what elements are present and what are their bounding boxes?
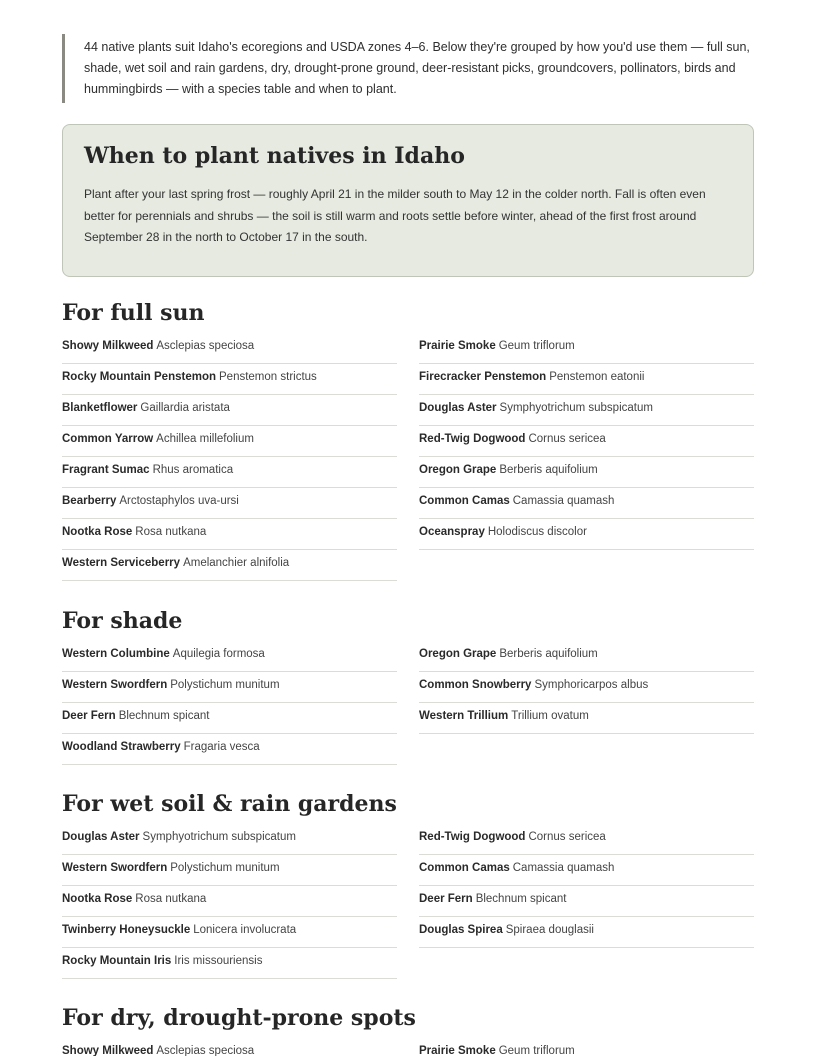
common-name: Rocky Mountain Iris — [62, 955, 172, 967]
common-name: Fragrant Sumac — [62, 464, 150, 476]
plant-item — [62, 886, 397, 917]
section-dry — [62, 1000, 754, 1056]
scientific-name: Berberis aquifolium — [499, 648, 598, 660]
plant-columns — [62, 333, 754, 581]
scientific-name: Achillea millefolium — [156, 433, 254, 445]
plant-columns — [62, 641, 754, 765]
common-name: Prairie Smoke — [419, 340, 496, 352]
plant-item — [419, 488, 754, 519]
plant-item — [62, 1038, 397, 1056]
scientific-name: Symphyotrichum subspicatum — [142, 831, 296, 843]
common-name: Western Serviceberry — [62, 557, 181, 569]
common-name: Twinberry Honeysuckle — [62, 924, 191, 936]
scientific-name: Cornus sericea — [528, 831, 606, 843]
plant-item — [419, 886, 754, 917]
plant-item — [62, 550, 397, 581]
scientific-name: Geum triflorum — [498, 340, 575, 352]
common-name: Red-Twig Dogwood — [419, 433, 526, 445]
common-name: Douglas Aster — [62, 831, 140, 843]
plant-item — [419, 641, 754, 672]
section-full-sun — [62, 295, 754, 581]
section-title: For shade — [62, 608, 183, 634]
plant-list-right — [419, 333, 754, 581]
common-name: Nootka Rose — [62, 526, 133, 538]
plant-list-right — [419, 824, 754, 979]
scientific-name: Penstemon eatonii — [549, 371, 645, 383]
plant-item — [419, 917, 754, 948]
section-title: For wet soil & rain gardens — [62, 791, 397, 817]
scientific-name: Amelanchier alnifolia — [183, 557, 290, 569]
scientific-name: Spiraea douglasii — [505, 924, 594, 936]
common-name: Showy Milkweed — [62, 1045, 154, 1056]
common-name: Nootka Rose — [62, 893, 133, 905]
plant-item — [62, 824, 397, 855]
common-name: Prairie Smoke — [419, 1045, 496, 1056]
scientific-name: Lonicera involucrata — [193, 924, 297, 936]
plant-list-right — [419, 1038, 754, 1056]
common-name: Oregon Grape — [419, 648, 497, 660]
scientific-name: Holodiscus discolor — [487, 526, 587, 538]
common-name: Showy Milkweed — [62, 340, 154, 352]
scientific-name: Camassia quamash — [512, 495, 615, 507]
plant-item — [62, 948, 397, 979]
plant-item — [62, 333, 397, 364]
scientific-name: Trillium ovatum — [511, 710, 589, 722]
plant-item — [62, 917, 397, 948]
scientific-name: Polystichum munitum — [170, 862, 280, 874]
common-name: Deer Fern — [419, 893, 473, 905]
plant-item — [419, 426, 754, 457]
common-name: Blanketflower — [62, 402, 138, 414]
scientific-name: Asclepias speciosa — [156, 340, 255, 352]
scientific-name: Gaillardia aristata — [140, 402, 230, 414]
plant-item — [62, 395, 397, 426]
common-name: Douglas Spirea — [419, 924, 503, 936]
plant-item — [62, 519, 397, 550]
common-name: Rocky Mountain Penstemon — [62, 371, 216, 383]
section-title: For full sun — [62, 300, 205, 326]
plant-item — [419, 333, 754, 364]
common-name: Common Snowberry — [419, 679, 532, 691]
plant-list-left — [62, 824, 397, 979]
plant-item — [419, 519, 754, 550]
scientific-name: Blechnum spicant — [475, 893, 567, 905]
common-name: Western Trillium — [419, 710, 509, 722]
plant-item — [419, 364, 754, 395]
common-name: Common Camas — [419, 862, 510, 874]
scientific-name: Rosa nutkana — [135, 526, 207, 538]
plant-item — [62, 734, 397, 765]
plant-list-left — [62, 1038, 397, 1056]
common-name: Red-Twig Dogwood — [419, 831, 526, 843]
scientific-name: Asclepias speciosa — [156, 1045, 255, 1056]
plant-item — [62, 364, 397, 395]
plant-list-right — [419, 641, 754, 765]
plant-item — [62, 488, 397, 519]
plant-item — [62, 855, 397, 886]
plant-item — [419, 824, 754, 855]
plant-item — [419, 703, 754, 734]
callout-title: When to plant natives in Idaho — [84, 143, 465, 169]
plant-item — [419, 672, 754, 703]
plant-list-left — [62, 333, 397, 581]
plant-item — [62, 426, 397, 457]
scientific-name: Blechnum spicant — [118, 710, 210, 722]
common-name: Oregon Grape — [419, 464, 497, 476]
scientific-name: Rhus aromatica — [152, 464, 234, 476]
common-name: Western Swordfern — [62, 679, 168, 691]
plant-columns — [62, 824, 754, 979]
scientific-name: Polystichum munitum — [170, 679, 280, 691]
plant-list-left — [62, 641, 397, 765]
plant-item — [419, 457, 754, 488]
common-name: Bearberry — [62, 495, 117, 507]
plant-item — [62, 672, 397, 703]
plant-item — [62, 703, 397, 734]
intro-text: 44 native plants suit Idaho's ecoregions and USDA zones 4–6. Below they're grouped by how you'd use them — full sun, shade, wet soil and rain gardens, dry, drought-prone ground, deer-resistant picks, groundcovers, pollinators, birds and hummingbirds — with a species table and when to plant. — [84, 40, 750, 96]
scientific-name: Symphyotrichum subspicatum — [499, 402, 653, 414]
intro-blockquote — [62, 34, 752, 103]
common-name: Common Yarrow — [62, 433, 154, 445]
plant-item — [419, 1038, 754, 1056]
section-title: For dry, drought-prone spots — [62, 1005, 416, 1031]
scientific-name: Fragaria vesca — [183, 741, 260, 753]
common-name: Common Camas — [419, 495, 510, 507]
scientific-name: Symphoricarpos albus — [534, 679, 649, 691]
plant-columns — [62, 1038, 754, 1056]
scientific-name: Iris missouriensis — [174, 955, 263, 967]
common-name: Oceanspray — [419, 526, 485, 538]
section-wet-soil — [62, 786, 754, 979]
plant-item — [419, 855, 754, 886]
callout-body: Plant after your last spring frost — roughly April 21 in the milder south to May 12 in the colder north. Fall is often even better for perennials and shrubs — the soil is still warm and roots settle before winter, ahead of the first frost around September 28 in the north to October 17 in the south. — [84, 187, 706, 244]
common-name: Western Columbine — [62, 648, 170, 660]
scientific-name: Cornus sericea — [528, 433, 606, 445]
scientific-name: Aquilegia formosa — [172, 648, 265, 660]
common-name: Firecracker Penstemon — [419, 371, 547, 383]
scientific-name: Geum triflorum — [498, 1045, 575, 1056]
scientific-name: Camassia quamash — [512, 862, 615, 874]
section-shade — [62, 603, 754, 765]
common-name: Deer Fern — [62, 710, 116, 722]
scientific-name: Penstemon strictus — [219, 371, 317, 383]
scientific-name: Arctostaphylos uva-ursi — [119, 495, 239, 507]
common-name: Douglas Aster — [419, 402, 497, 414]
plant-item — [62, 641, 397, 672]
common-name: Western Swordfern — [62, 862, 168, 874]
planting-time-callout — [62, 124, 754, 277]
scientific-name: Rosa nutkana — [135, 893, 207, 905]
scientific-name: Berberis aquifolium — [499, 464, 598, 476]
plant-item — [62, 457, 397, 488]
common-name: Woodland Strawberry — [62, 741, 181, 753]
plant-item — [419, 395, 754, 426]
